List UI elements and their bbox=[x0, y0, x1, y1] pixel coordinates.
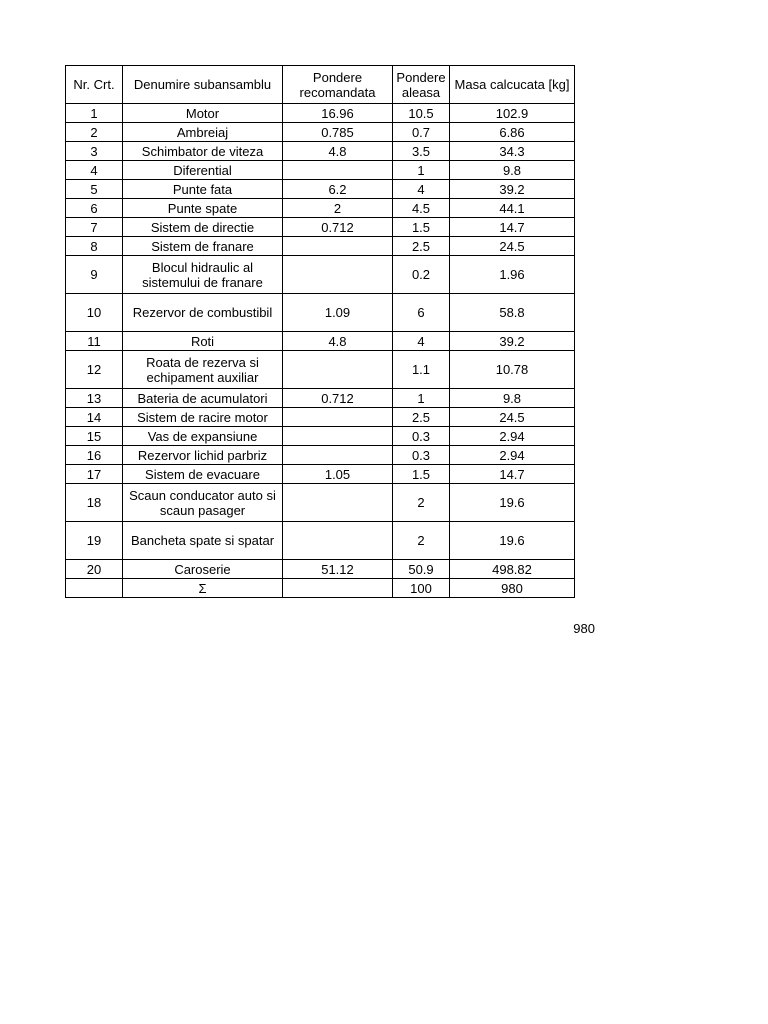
cell-recommended: 0.712 bbox=[283, 389, 393, 408]
cell-nr: 5 bbox=[66, 180, 123, 199]
table-row bbox=[66, 427, 575, 446]
cell-chosen: 2 bbox=[393, 484, 450, 522]
spreadsheet-area bbox=[65, 65, 575, 598]
table-row bbox=[66, 180, 575, 199]
cell-chosen: 1 bbox=[393, 161, 450, 180]
cell-name: Rezervor lichid parbriz bbox=[123, 446, 283, 465]
cell-nr: 20 bbox=[66, 560, 123, 579]
table-row bbox=[66, 161, 575, 180]
cell-mass: 34.3 bbox=[450, 142, 575, 161]
table-row bbox=[66, 484, 575, 522]
cell-chosen: 1 bbox=[393, 389, 450, 408]
cell-chosen: 1.5 bbox=[393, 218, 450, 237]
cell-recommended: 0.785 bbox=[283, 123, 393, 142]
cell-name: Punte spate bbox=[123, 199, 283, 218]
cell-chosen: 1.5 bbox=[393, 465, 450, 484]
cell-chosen: 50.9 bbox=[393, 560, 450, 579]
cell-name: Diferential bbox=[123, 161, 283, 180]
cell-name: Punte fata bbox=[123, 180, 283, 199]
mass-distribution-table bbox=[65, 65, 575, 598]
cell-recommended bbox=[283, 522, 393, 560]
cell-nr: 18 bbox=[66, 484, 123, 522]
cell-name: Roata de rezerva si echipament auxiliar bbox=[123, 351, 283, 389]
cell-name: Blocul hidraulic al sistemului de franare bbox=[123, 256, 283, 294]
cell-recommended bbox=[283, 351, 393, 389]
cell-mass: 19.6 bbox=[450, 522, 575, 560]
cell-recommended bbox=[283, 446, 393, 465]
table-row bbox=[66, 465, 575, 484]
cell-name: Bateria de acumulatori bbox=[123, 389, 283, 408]
cell-chosen: 0.3 bbox=[393, 446, 450, 465]
total-cell-recommended bbox=[283, 579, 393, 598]
table-row bbox=[66, 446, 575, 465]
cell-mass: 6.86 bbox=[450, 123, 575, 142]
cell-chosen: 2.5 bbox=[393, 408, 450, 427]
header-recommended: Pondere recomandata bbox=[283, 66, 393, 104]
cell-chosen: 3.5 bbox=[393, 142, 450, 161]
cell-chosen: 2.5 bbox=[393, 237, 450, 256]
cell-chosen: 0.2 bbox=[393, 256, 450, 294]
table-row bbox=[66, 256, 575, 294]
cell-recommended: 0.712 bbox=[283, 218, 393, 237]
cell-name: Ambreiaj bbox=[123, 123, 283, 142]
total-cell-chosen: 100 bbox=[393, 579, 450, 598]
cell-recommended: 16.96 bbox=[283, 104, 393, 123]
cell-name: Sistem de directie bbox=[123, 218, 283, 237]
table-row bbox=[66, 560, 575, 579]
cell-nr: 3 bbox=[66, 142, 123, 161]
cell-mass: 24.5 bbox=[450, 237, 575, 256]
table-row bbox=[66, 237, 575, 256]
cell-name: Motor bbox=[123, 104, 283, 123]
cell-nr: 17 bbox=[66, 465, 123, 484]
cell-mass: 58.8 bbox=[450, 294, 575, 332]
cell-nr: 8 bbox=[66, 237, 123, 256]
cell-name: Vas de expansiune bbox=[123, 427, 283, 446]
table-row bbox=[66, 199, 575, 218]
cell-name: Caroserie bbox=[123, 560, 283, 579]
cell-mass: 14.7 bbox=[450, 218, 575, 237]
cell-recommended: 2 bbox=[283, 199, 393, 218]
header-row bbox=[66, 66, 575, 104]
cell-chosen: 4 bbox=[393, 332, 450, 351]
cell-chosen: 4 bbox=[393, 180, 450, 199]
cell-nr: 7 bbox=[66, 218, 123, 237]
table-row bbox=[66, 408, 575, 427]
cell-mass: 2.94 bbox=[450, 427, 575, 446]
cell-recommended bbox=[283, 161, 393, 180]
total-row bbox=[66, 579, 575, 598]
cell-nr: 2 bbox=[66, 123, 123, 142]
cell-recommended: 6.2 bbox=[283, 180, 393, 199]
table-row bbox=[66, 389, 575, 408]
cell-mass: 498.82 bbox=[450, 560, 575, 579]
table-row bbox=[66, 332, 575, 351]
cell-mass: 102.9 bbox=[450, 104, 575, 123]
cell-recommended bbox=[283, 256, 393, 294]
cell-nr: 11 bbox=[66, 332, 123, 351]
cell-chosen: 6 bbox=[393, 294, 450, 332]
total-cell-mass: 980 bbox=[450, 579, 575, 598]
table-row bbox=[66, 351, 575, 389]
cell-recommended: 1.05 bbox=[283, 465, 393, 484]
cell-nr: 13 bbox=[66, 389, 123, 408]
table-row bbox=[66, 294, 575, 332]
cell-mass: 2.94 bbox=[450, 446, 575, 465]
cell-recommended bbox=[283, 427, 393, 446]
table-row bbox=[66, 218, 575, 237]
table-row bbox=[66, 142, 575, 161]
header-mass: Masa calcucata [kg] bbox=[450, 66, 575, 104]
table-row bbox=[66, 104, 575, 123]
cell-mass: 14.7 bbox=[450, 465, 575, 484]
cell-mass: 39.2 bbox=[450, 332, 575, 351]
header-nr: Nr. Crt. bbox=[66, 66, 123, 104]
total-mass-note: 980 bbox=[573, 621, 595, 636]
cell-name: Rezervor de combustibil bbox=[123, 294, 283, 332]
cell-mass: 1.96 bbox=[450, 256, 575, 294]
cell-mass: 9.8 bbox=[450, 389, 575, 408]
cell-chosen: 1.1 bbox=[393, 351, 450, 389]
cell-nr: 14 bbox=[66, 408, 123, 427]
cell-mass: 39.2 bbox=[450, 180, 575, 199]
cell-chosen: 0.3 bbox=[393, 427, 450, 446]
cell-nr: 9 bbox=[66, 256, 123, 294]
total-sigma-label: Σ bbox=[123, 579, 283, 598]
cell-mass: 24.5 bbox=[450, 408, 575, 427]
cell-chosen: 2 bbox=[393, 522, 450, 560]
cell-nr: 4 bbox=[66, 161, 123, 180]
cell-nr: 1 bbox=[66, 104, 123, 123]
header-name: Denumire subansamblu bbox=[123, 66, 283, 104]
cell-recommended bbox=[283, 484, 393, 522]
cell-nr: 15 bbox=[66, 427, 123, 446]
cell-name: Sistem de evacuare bbox=[123, 465, 283, 484]
cell-mass: 44.1 bbox=[450, 199, 575, 218]
cell-mass: 19.6 bbox=[450, 484, 575, 522]
cell-nr: 10 bbox=[66, 294, 123, 332]
header-chosen: Pondere aleasa bbox=[393, 66, 450, 104]
cell-chosen: 0.7 bbox=[393, 123, 450, 142]
cell-chosen: 4.5 bbox=[393, 199, 450, 218]
cell-name: Sistem de racire motor bbox=[123, 408, 283, 427]
cell-recommended: 1.09 bbox=[283, 294, 393, 332]
cell-nr: 6 bbox=[66, 199, 123, 218]
cell-name: Roti bbox=[123, 332, 283, 351]
cell-nr: 19 bbox=[66, 522, 123, 560]
cell-nr: 12 bbox=[66, 351, 123, 389]
cell-nr: 16 bbox=[66, 446, 123, 465]
total-cell-nr bbox=[66, 579, 123, 598]
cell-name: Sistem de franare bbox=[123, 237, 283, 256]
table-row bbox=[66, 522, 575, 560]
cell-name: Bancheta spate si spatar bbox=[123, 522, 283, 560]
cell-recommended: 4.8 bbox=[283, 332, 393, 351]
cell-recommended bbox=[283, 237, 393, 256]
cell-name: Schimbator de viteza bbox=[123, 142, 283, 161]
cell-recommended bbox=[283, 408, 393, 427]
cell-mass: 9.8 bbox=[450, 161, 575, 180]
table-row bbox=[66, 123, 575, 142]
cell-recommended: 4.8 bbox=[283, 142, 393, 161]
cell-name: Scaun conducator auto si scaun pasager bbox=[123, 484, 283, 522]
cell-chosen: 10.5 bbox=[393, 104, 450, 123]
cell-recommended: 51.12 bbox=[283, 560, 393, 579]
cell-mass: 10.78 bbox=[450, 351, 575, 389]
